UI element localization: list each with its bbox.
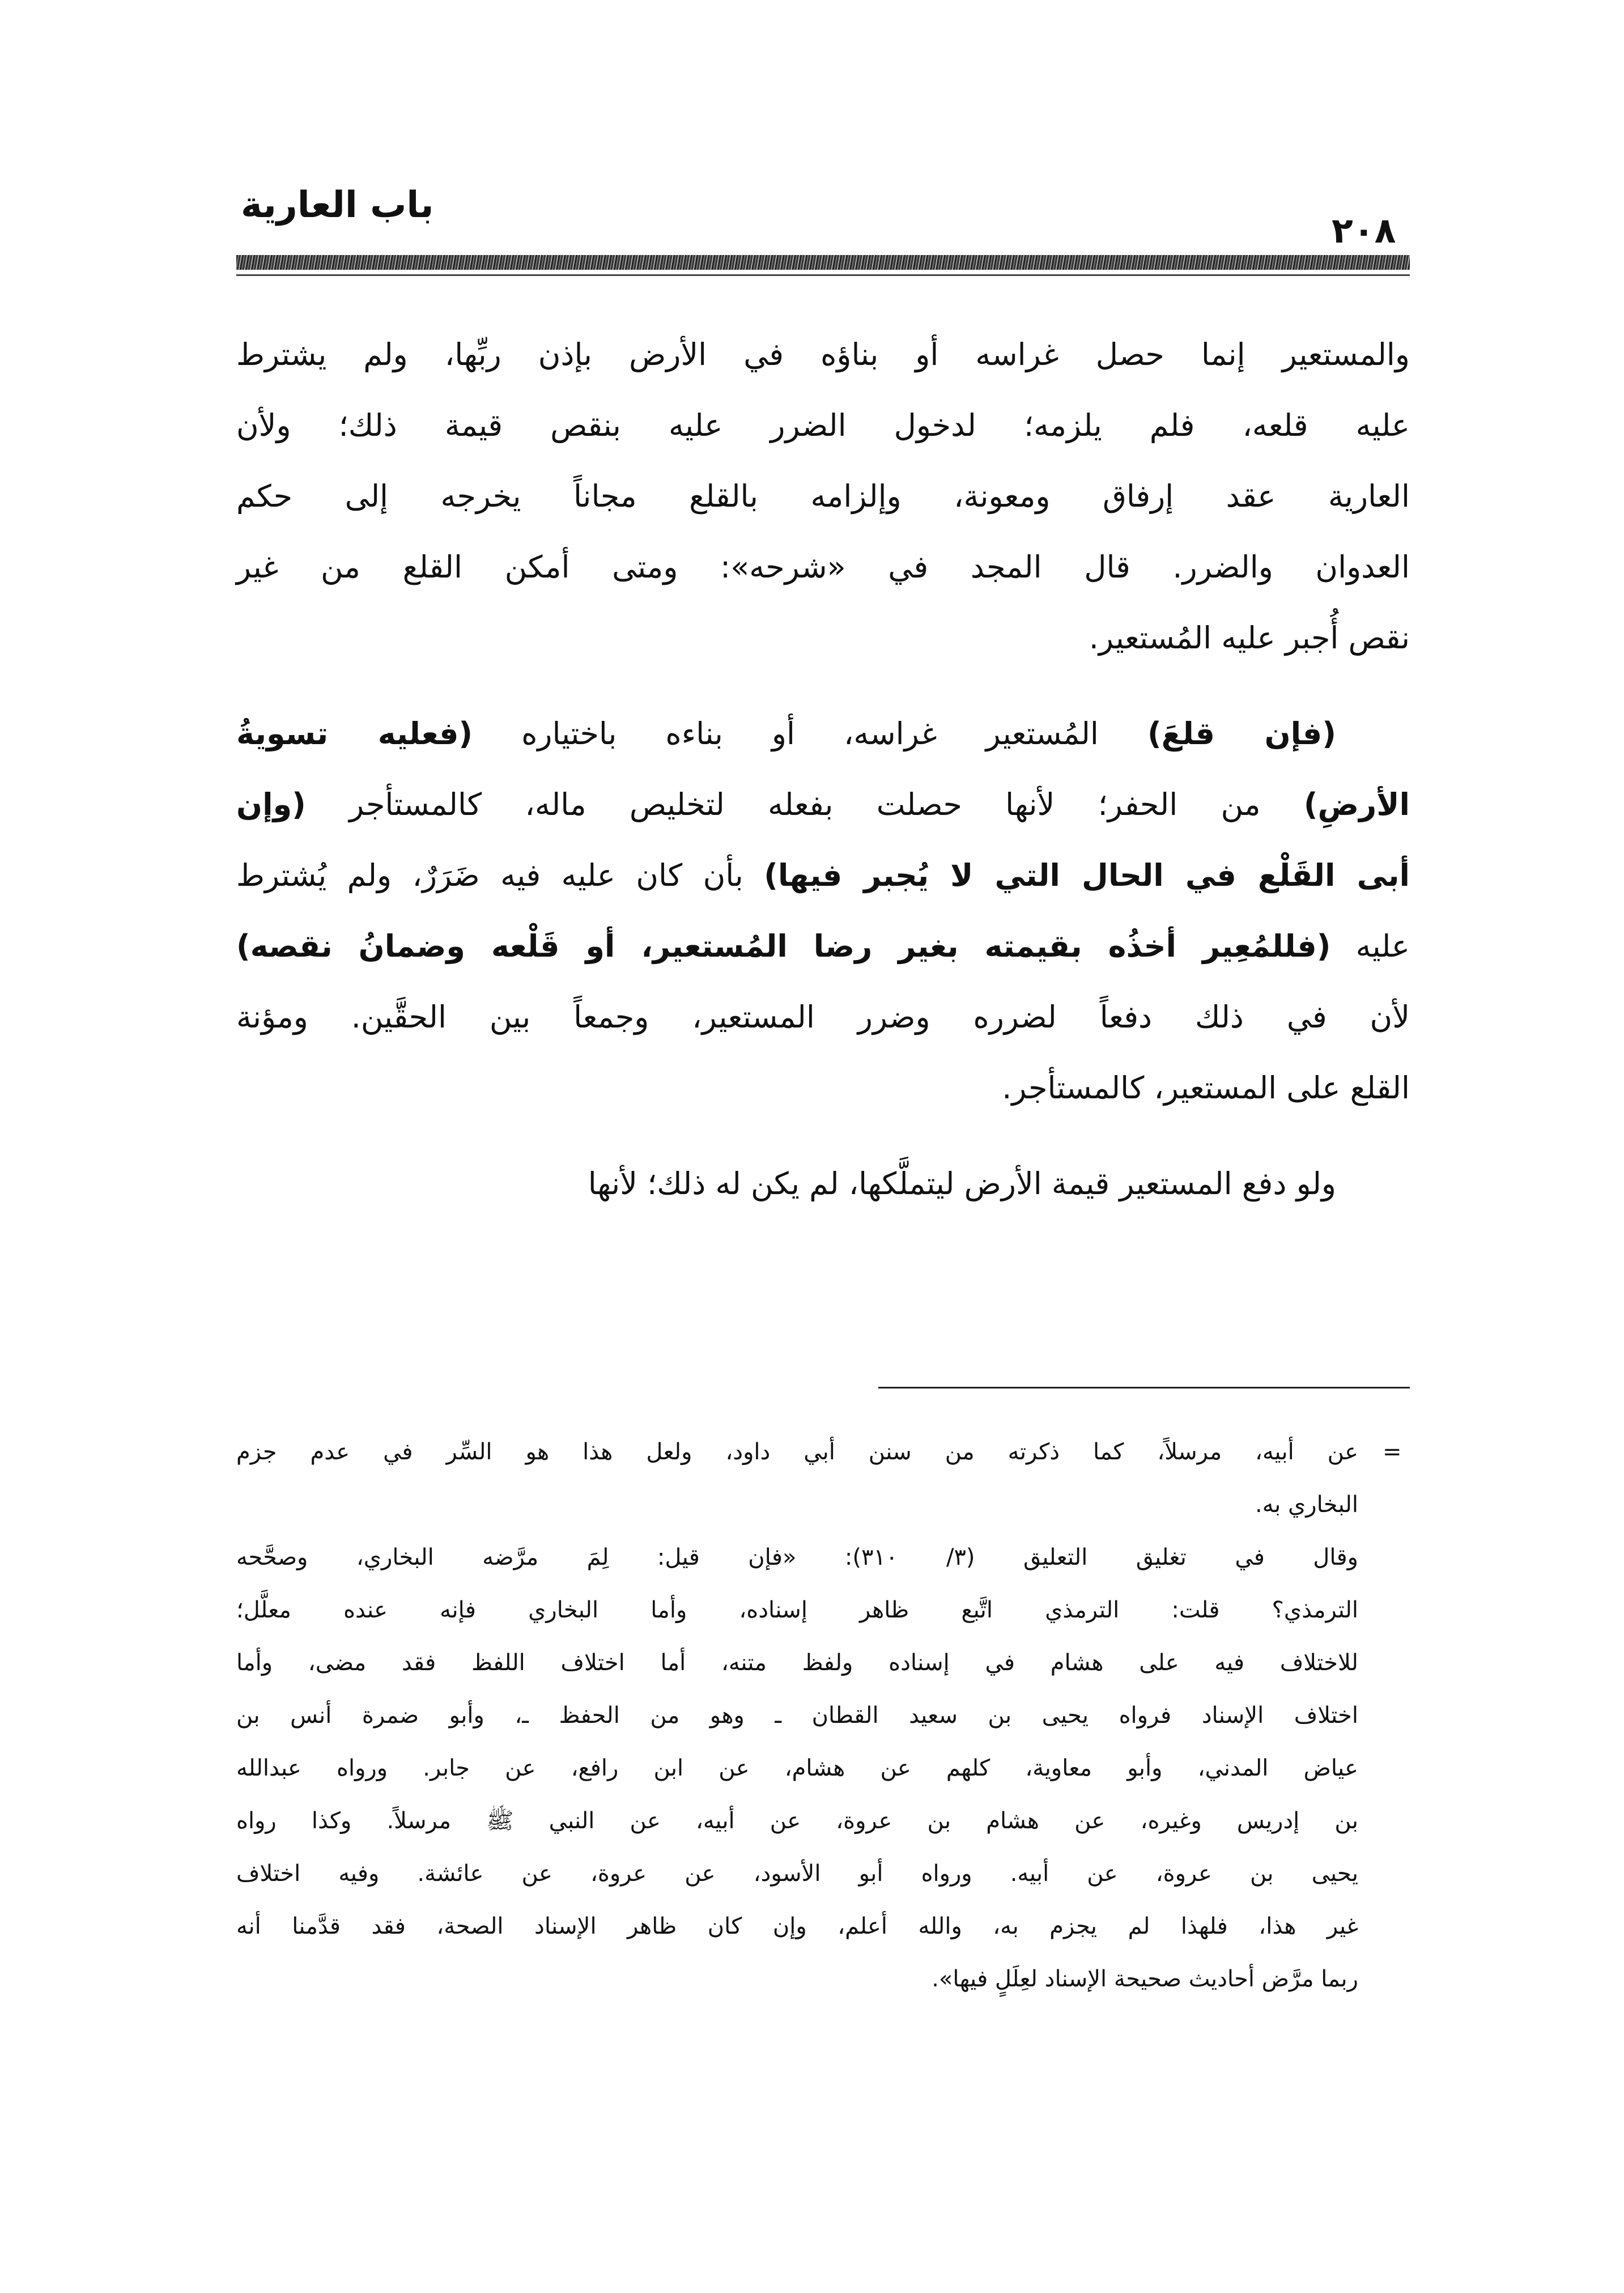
text-segment: الترمذي؟ قلت: الترمذي اتَّبع ظاهر إسناده، وأما البخاري فإنه عنده معلَّل؛ (236, 1597, 1358, 1623)
text-line (236, 1848, 1358, 1900)
text-line (236, 1531, 1358, 1584)
text-line (236, 390, 1410, 461)
text-segment: عياض المدني، وأبو معاوية، كلهم عن هشام، عن ابن رافع، عن جابر. ورواه عبدالله (236, 1755, 1358, 1781)
text-segment: نقص أُجبر عليه المُستعير. (1089, 620, 1410, 656)
text-line (236, 602, 1410, 673)
text-line (236, 1479, 1358, 1531)
page-number: ٢٠٨ (1332, 210, 1396, 251)
text-line (236, 1637, 1358, 1689)
bold-matn-text: أبى القَلْع في الحال التي لا يُجبر فيها) (764, 857, 1410, 893)
footnote-continuation-marker: = (1383, 1439, 1402, 1465)
text-segment: من الحفر؛ لأنها حصلت بفعله لتخليص ماله، كالمستأجر (305, 787, 1304, 822)
text-line (236, 1795, 1358, 1848)
text-line (236, 1953, 1358, 2006)
bold-matn-text: الأرضِ) (1303, 787, 1410, 822)
text-line (236, 1426, 1358, 1479)
header-thin-rule (236, 274, 1410, 276)
bold-matn-text: (وإن (236, 787, 306, 822)
paragraph (236, 1531, 1358, 2006)
footnotes (236, 1426, 1358, 2006)
text-line (236, 461, 1410, 532)
text-segment: غير هذا، فلهذا لم يجزم به، والله أعلم، وإن كان ظاهر الإسناد الصحة، فقد قدَّمنا أنه (236, 1913, 1358, 1939)
text-line (236, 1584, 1358, 1637)
text-segment: ولو دفع المستعير قيمة الأرض ليتملَّكها، لم يكن له ذلك؛ لأنها (588, 1166, 1336, 1201)
text-segment: عليه قلعه، فلم يلزمه؛ لدخول الضرر عليه بنقص قيمة ذلك؛ ولأن (236, 407, 1410, 443)
text-segment: يحيى بن عروة، عن أبيه. ورواه أبو الأسود، عن عروة، عن عائشة. وفيه اختلاف (236, 1861, 1358, 1887)
main-text (236, 319, 1410, 1219)
text-line (236, 911, 1410, 982)
text-line (236, 1742, 1358, 1795)
header-decorative-rule (236, 255, 1410, 270)
text-line (236, 769, 1410, 840)
footnote-separator (878, 1387, 1410, 1388)
bold-matn-text: (فللمُعِير أخذُه بقيمته بغير رضا المُستعير، أو قَلْعه وضمانُ نقصه) (236, 928, 1331, 964)
text-segment: اختلاف الإسناد فرواه يحيى بن سعيد القطان ـ وهو من الحفظ ـ، وأبو ضمرة أنس بن (236, 1702, 1358, 1729)
text-line (236, 982, 1410, 1052)
bold-matn-text: (فعليه تسويةُ (236, 716, 473, 751)
paragraph (236, 698, 1410, 1123)
chapter-title: باب العارية (241, 184, 434, 226)
text-segment: العدوان والضرر. قال المجد في «شرحه»: ومتى أمكن القلع من غير (236, 549, 1410, 585)
text-line (236, 1689, 1358, 1742)
text-line (236, 319, 1410, 390)
text-segment: المُستعير غراسه، أو بناءه باختياره (473, 716, 1147, 751)
text-line (236, 698, 1410, 769)
text-segment: للاختلاف فيه على هشام في إسناده ولفظ متنه، أما اختلاف اللفظ فقد مضى، وأما (236, 1650, 1358, 1676)
text-line (236, 532, 1410, 602)
text-segment: بن إدريس وغيره، عن هشام بن عروة، عن أبيه، عن النبي ﷺ مرسلاً. وكذا رواه (236, 1808, 1358, 1834)
text-segment: بأن كان عليه فيه ضَرَرٌ، ولم يُشترط (236, 857, 764, 893)
text-line (236, 840, 1410, 911)
text-line (236, 1148, 1410, 1219)
paragraph (236, 1148, 1410, 1219)
text-segment: القلع على المستعير، كالمستأجر. (1002, 1070, 1410, 1106)
text-segment: ربما مرَّض أحاديث صحيحة الإسناد لعِلَلٍ فيها». (932, 1966, 1358, 1992)
text-line (236, 1052, 1410, 1123)
bold-matn-text: (فإن قلعَ) (1147, 716, 1336, 751)
text-segment: وقال في تغليق التعليق (٣/ ٣١٠): «فإن قيل: لِمَ مرَّضه البخاري، وصحَّحه (236, 1544, 1358, 1570)
paragraph (236, 319, 1410, 673)
text-segment: والمستعير إنما حصل غراسه أو بناؤه في الأرض بإذن ربِّها، ولم يشترط (236, 337, 1410, 372)
paragraph (236, 1426, 1358, 1531)
text-segment: لأن في ذلك دفعاً لضرره وضرر المستعير، وجمعاً بين الحقَّين. ومؤنة (236, 999, 1410, 1035)
text-segment: عن أبيه، مرسلاً، كما ذكرته من سنن أبي داود، ولعل هذا هو السِّر في عدم جزم (236, 1439, 1358, 1465)
text-segment: البخاري به. (1255, 1492, 1358, 1518)
text-line (236, 1900, 1358, 1953)
text-segment: العارية عقد إرفاق ومعونة، وإلزامه بالقلع مجاناً يخرجه إلى حكم (236, 478, 1410, 514)
text-segment: عليه (1330, 928, 1410, 964)
